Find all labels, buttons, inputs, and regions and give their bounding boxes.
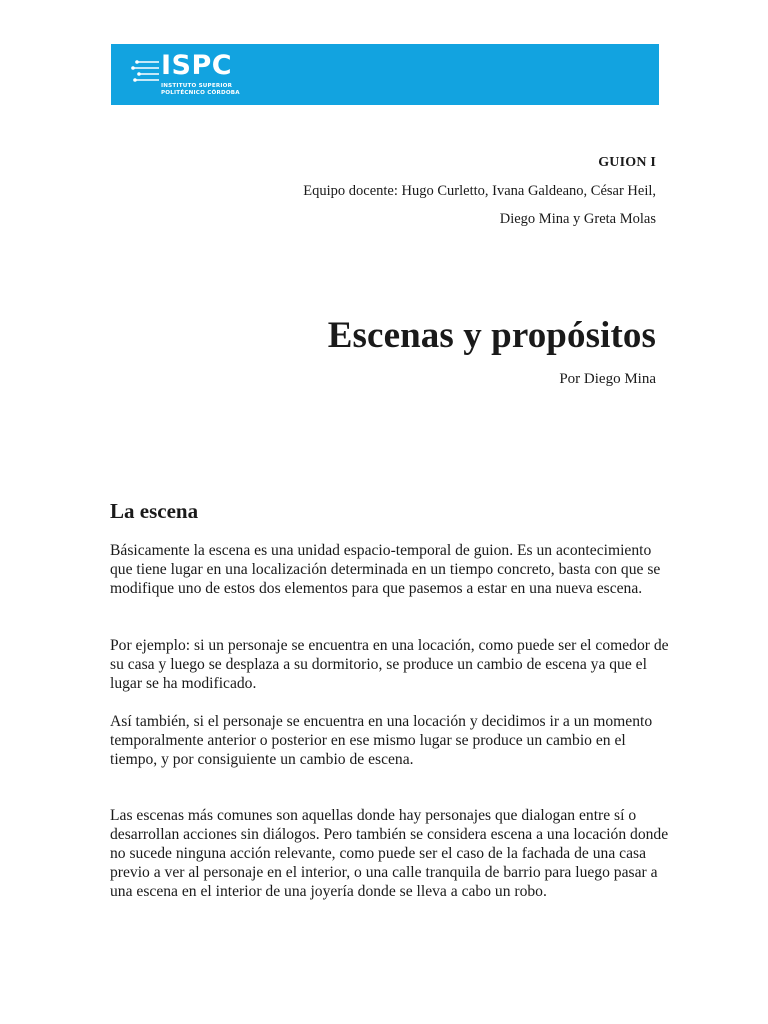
section-heading: La escena (110, 499, 199, 523)
paragraph: Las escenas más comunes son aquellas donde hay personajes que dialogan entre sí o desarrollan acciones sin diálogos. Pero también se considera escena a una locación donde no sucede ninguna acción relevante, como puede ser el caso de la fachada de una casa previo a ver al personaje en el interior, o una calle tranquila de barrio para luego pasar a una escena en el interior de una joyería donde se lleva a cabo un robo. (110, 807, 669, 900)
teachers-line-1: Equipo docente: Hugo Curletto, Ivana Galdeano, César Heil, (303, 183, 656, 199)
document-title: Escenas y propósitos (327, 315, 656, 356)
logo-wordmark: ISPC (161, 50, 233, 81)
paragraph: Básicamente la escena es una unidad espacio-temporal de guion. Es un acontecimiento que tiene lugar en una localización determinada en un tiempo concreto, basta con que se modifique uno de estos dos elementos para que pasemos a estar en una nueva escena. (110, 542, 661, 597)
teachers-line-2: Diego Mina y Greta Molas (499, 211, 656, 227)
course-name: GUION I (598, 155, 656, 170)
header-banner (111, 44, 659, 105)
paragraph: Así también, si el personaje se encuentra en una locación y decidimos ir a un momento temporalmente anterior o posterior en ese mismo lugar se produce un cambio en el tiempo, y por consiguiente un cambio de escena. (110, 713, 653, 768)
document-author: Por Diego Mina (559, 371, 656, 387)
logo-subtitle-line2: POLITÉCNICO CÓRDOBA (161, 90, 240, 96)
ispc-logo (131, 50, 241, 98)
paragraph: Por ejemplo: si un personaje se encuentra en una locación, como puede ser el comedor de su casa y luego se desplaza a su dormitorio, se produce un cambio de escena ya que el lugar se ha modificado. (110, 637, 669, 692)
logo-subtitle-line1: INSTITUTO SUPERIOR (161, 83, 233, 89)
circuit-icon (131, 56, 165, 86)
